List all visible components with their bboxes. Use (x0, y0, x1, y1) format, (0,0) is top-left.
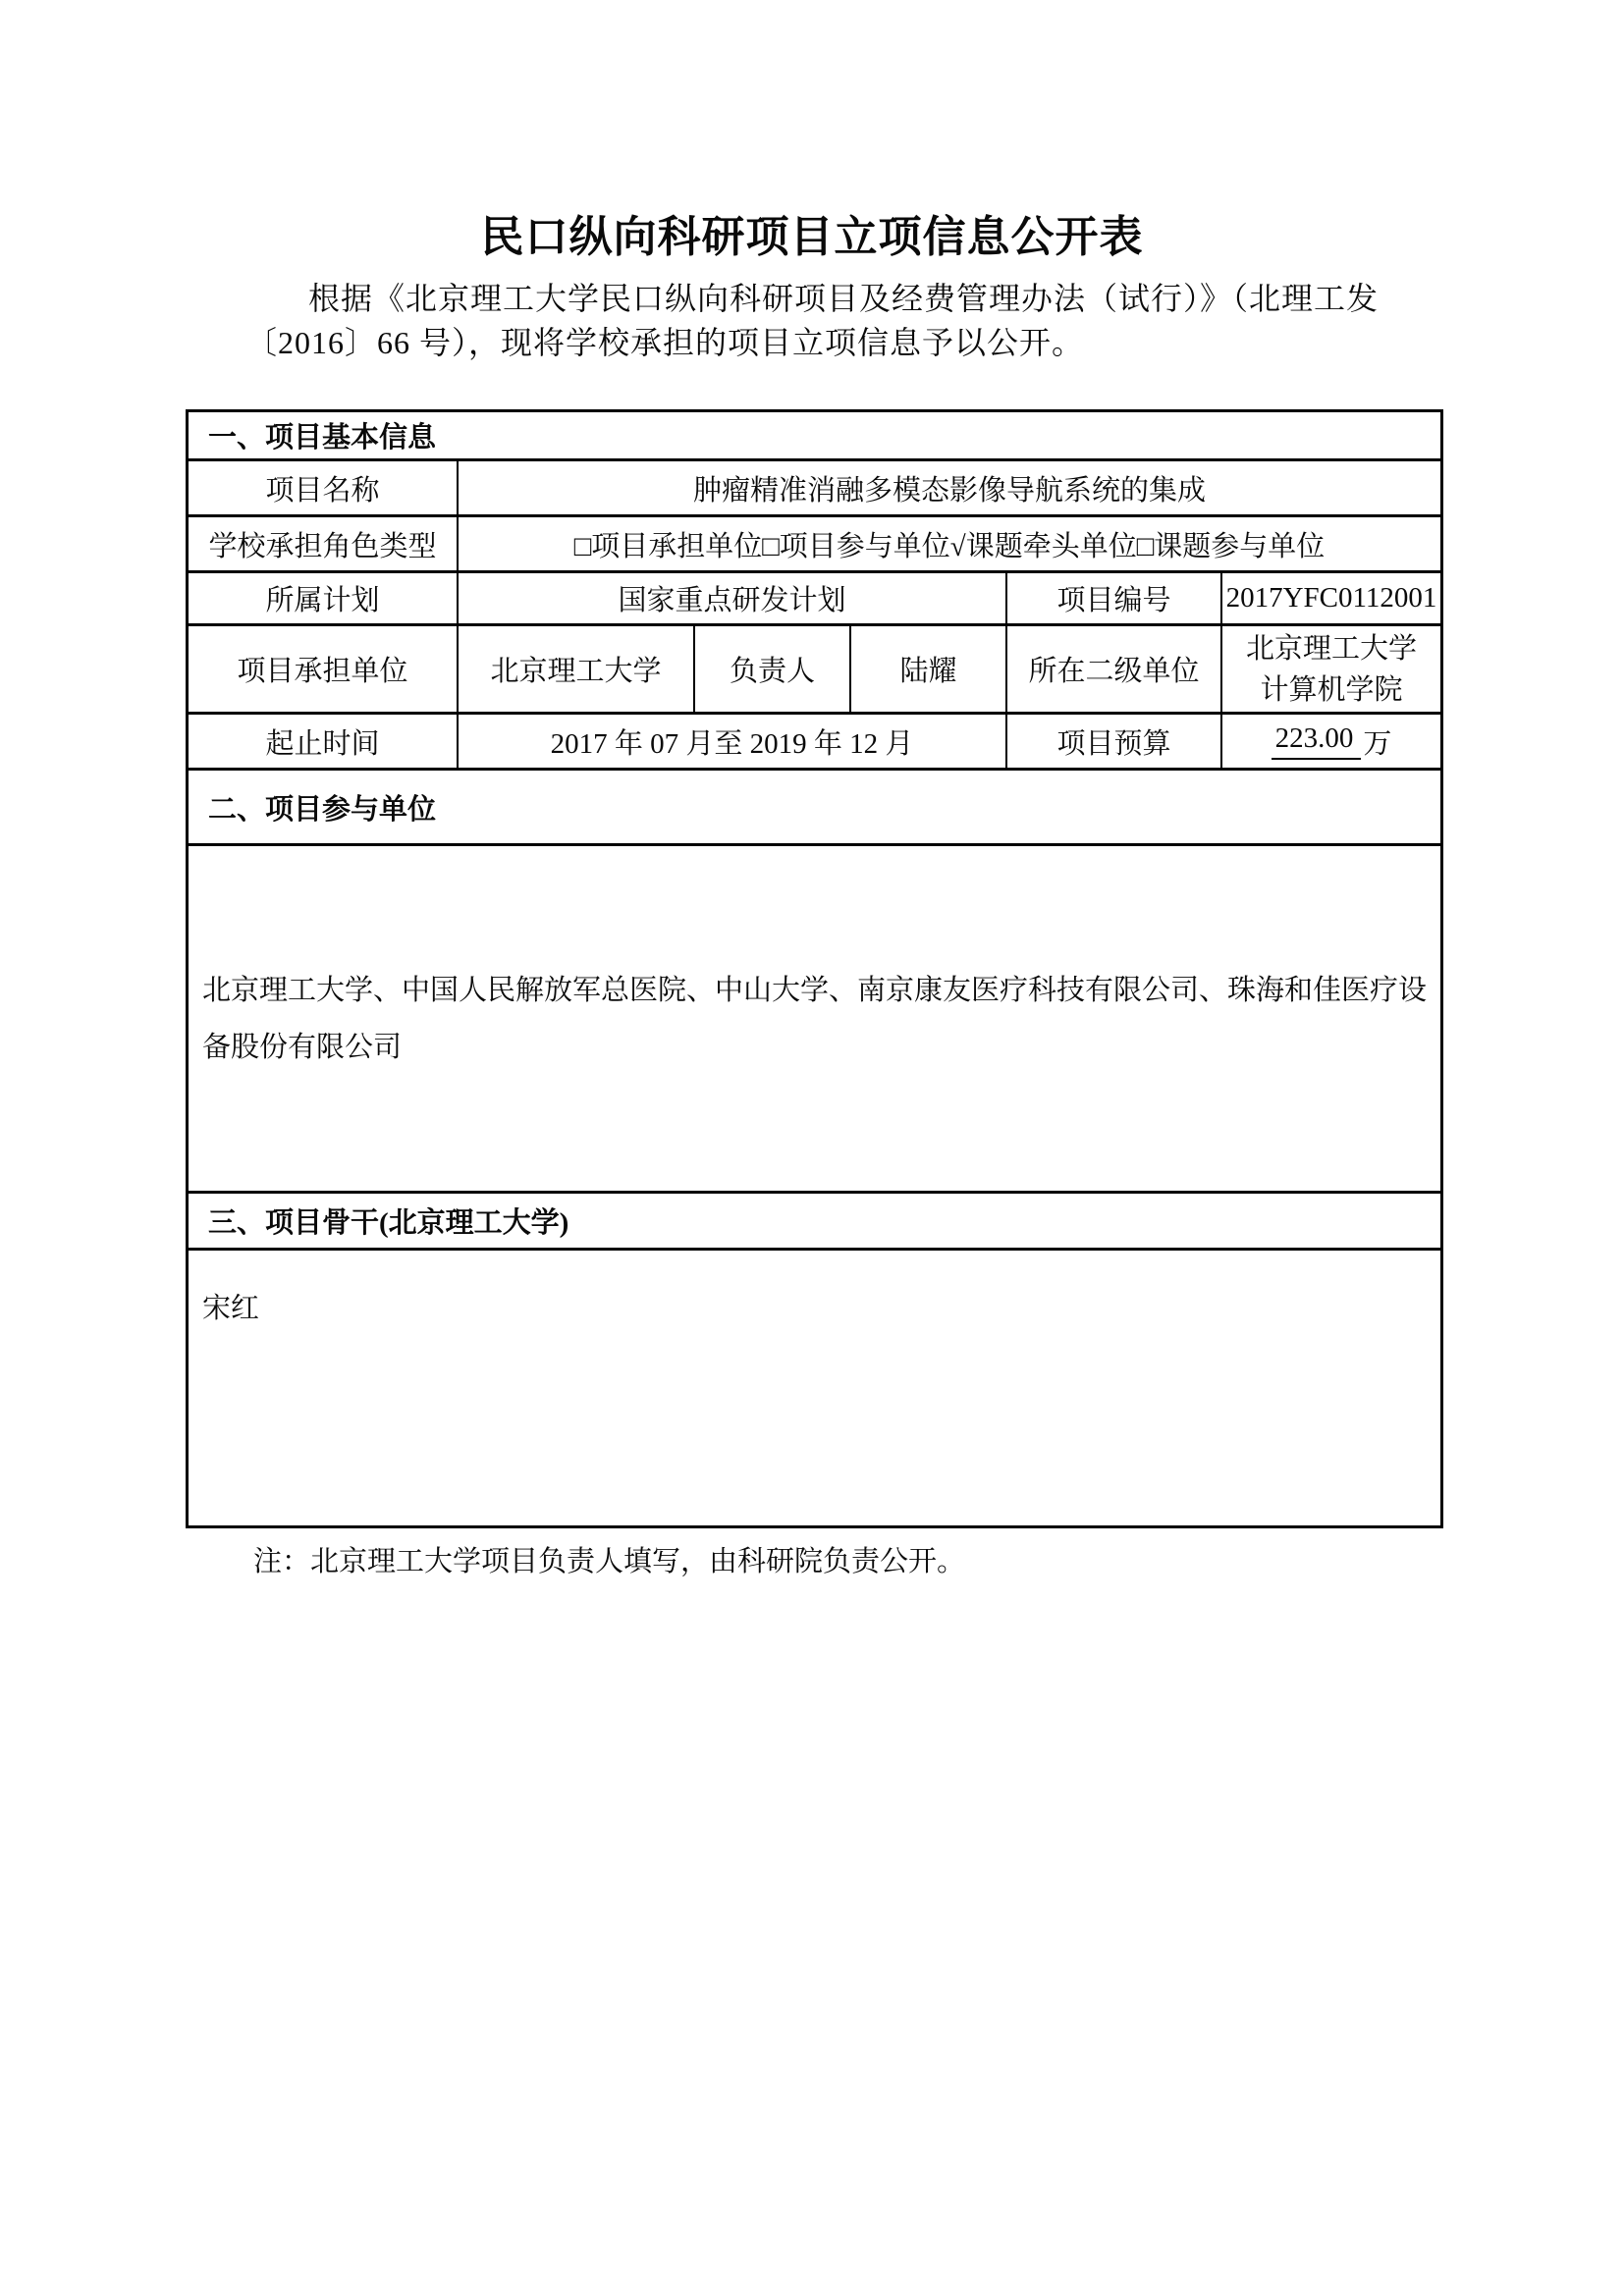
secondary-unit-label: 所在二级单位 (1007, 626, 1222, 712)
project-name-label: 项目名称 (189, 461, 459, 514)
budget-unit: 万 (1363, 727, 1392, 760)
participants-content: 北京理工大学、中国人民解放军总医院、中山大学、南京康友医疗科技有限公司、珠海和佳医疗设备股份有限公司 (202, 974, 1428, 1063)
intro-line-1: 根据《北京理工大学民口纵向科研项目及经费管理办法（试行）》（北理工发 (308, 281, 1380, 316)
plan-row (189, 573, 1440, 626)
page-title: 民口纵向科研项目立项信息公开表 (480, 213, 1144, 261)
plan-label: 所属计划 (189, 573, 459, 623)
intro-paragraph (245, 277, 1414, 365)
project-number-value: 2017YFC0112001 (1225, 582, 1437, 614)
section-participants-header-row (189, 771, 1440, 846)
undertaker-row (189, 626, 1440, 715)
participants-content-row (189, 846, 1440, 1194)
duration-value: 2017 年 07 月至 2019 年 12 月 (459, 715, 1007, 768)
project-name-value: 肿瘤精准消融多模态影像导航系统的集成 (692, 474, 1206, 507)
section-participants-header: 二、项目参与单位 (208, 793, 437, 826)
role-type-label: 学校承担角色类型 (189, 517, 459, 570)
project-name-row (189, 461, 1440, 517)
undertaker-label: 项目承担单位 (189, 626, 459, 712)
secondary-unit-line-1: 北京理工大学 (1245, 632, 1417, 665)
budget-value (1222, 715, 1440, 768)
secondary-unit-line-2: 计算机学院 (1260, 673, 1403, 706)
duration-label: 起止时间 (189, 715, 459, 768)
role-type-row (189, 517, 1440, 573)
undertaker-value: 北京理工大学 (459, 626, 695, 712)
section-backbone-header: 三、项目骨干(北京理工大学) (208, 1207, 569, 1239)
footnote: 注：北京理工大学项目负责人填写，由科研院负责公开。 (253, 1546, 966, 1577)
section-basic-info-header-row (189, 412, 1440, 461)
duration-row (189, 715, 1440, 771)
backbone-content: 宋红 (202, 1293, 260, 1324)
backbone-content-row (189, 1251, 1440, 1525)
section-backbone-header-row (189, 1194, 1440, 1251)
leader-label: 负责人 (695, 626, 851, 712)
budget-label: 项目预算 (1007, 715, 1222, 768)
leader-value: 陆耀 (851, 626, 1007, 712)
info-table (186, 409, 1443, 1528)
role-type-value: □项目承担单位□项目参与单位√课题牵头单位□课题参与单位 (573, 530, 1326, 562)
plan-value: 国家重点研发计划 (459, 573, 1007, 623)
secondary-unit-value (1222, 626, 1440, 712)
budget-amount: 223.00 (1272, 722, 1362, 760)
intro-line-2: 〔2016〕66 号），现将学校承担的项目立项信息予以公开。 (245, 325, 1085, 360)
section-basic-info-header: 一、项目基本信息 (208, 422, 437, 454)
project-number-label: 项目编号 (1007, 573, 1222, 623)
